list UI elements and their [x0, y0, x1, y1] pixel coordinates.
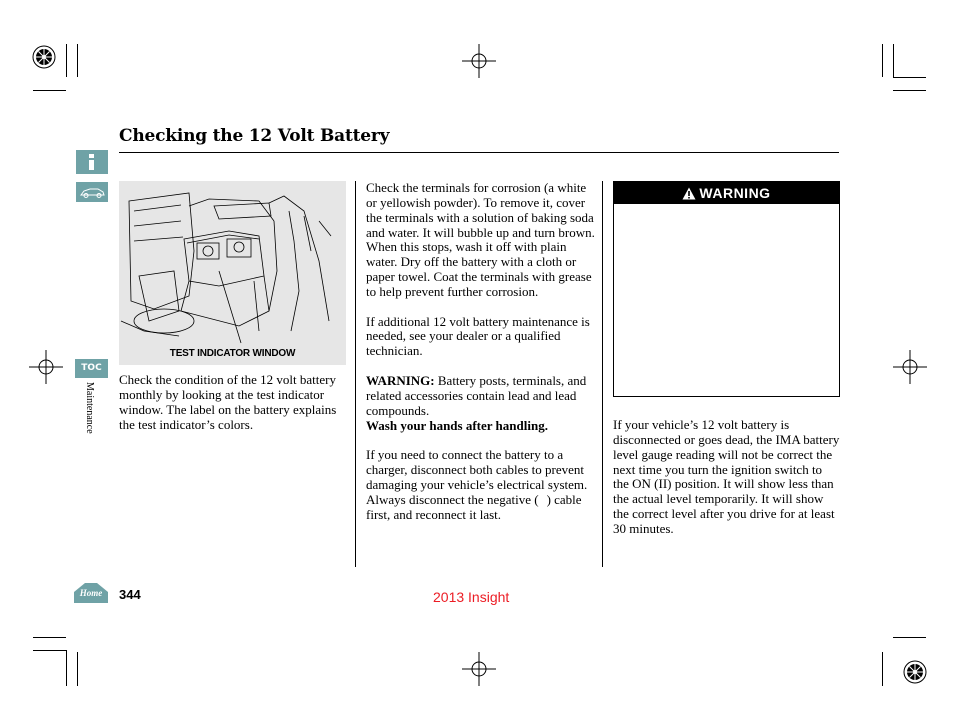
crop-mark — [33, 650, 66, 651]
paragraph: If your vehicle’s 12 volt battery is disconnected or goes dead, the IMA battery level gauge reading will not be correct the next time you turn the ignition switch to the ON (II) position. It will show less than the actual level temporarily. It will show the correct level after you drive for at least 30 minutes. — [613, 417, 840, 536]
paragraph-part: If you need to connect the battery to a charger, disconnect both cables to prevent damaging your vehicle’s electrical system. Always disconnect the negative ( — [366, 447, 588, 507]
paragraph: Check the terminals for corrosion (a white or yellowish powder). To remove it, cover the terminals with a solution of baking soda and water. It will bubble up and turn brown. When this stops, wash it off with plain water. Dry off the battery with a cloth or paper towel. Coat the terminals with grease to help prevent further corrosion. — [366, 180, 595, 299]
warning-box — [613, 181, 840, 397]
warning-paragraph — [366, 374, 598, 433]
paragraph-part: ) cable first, and reconnect it last. — [366, 491, 582, 522]
crop-mark — [33, 637, 66, 638]
crop-mark — [882, 652, 883, 686]
warning-header — [614, 182, 839, 204]
crop-mark — [66, 650, 67, 686]
crop-mark — [893, 44, 894, 77]
column-3 — [613, 418, 840, 552]
home-button[interactable] — [73, 582, 109, 604]
warning-heading: WARNING — [699, 185, 771, 201]
crop-mark — [893, 90, 926, 91]
registration-crosshair-icon — [29, 350, 63, 384]
title-rule — [119, 152, 839, 153]
crop-mark — [77, 44, 78, 77]
car-icon — [76, 182, 108, 202]
warning-triangle-icon — [682, 187, 696, 200]
home-label: Home — [79, 588, 103, 598]
crop-mark — [66, 44, 67, 77]
section-label: Maintenance — [84, 382, 95, 434]
paragraph: If additional 12 volt battery maintenance is needed, see your dealer or a qualified technician. — [366, 313, 590, 359]
battery-illustration — [119, 181, 346, 365]
vehicle-tab-button[interactable] — [76, 182, 108, 202]
paragraph — [366, 448, 598, 522]
warning-label: WARNING: — [366, 372, 435, 388]
registration-crosshair-icon — [462, 652, 496, 686]
page-number: 344 — [119, 587, 141, 602]
crop-mark — [77, 652, 78, 686]
info-tab-button[interactable] — [76, 150, 108, 174]
column-2 — [366, 181, 598, 537]
crop-mark — [882, 44, 883, 77]
info-icon — [76, 150, 108, 174]
registration-crosshair-icon — [893, 350, 927, 384]
crop-mark — [33, 90, 66, 91]
page-title: Checking the 12 Volt Battery — [119, 126, 390, 146]
registration-starburst-icon — [903, 660, 927, 684]
illustration-caption: TEST INDICATOR WINDOW — [169, 348, 296, 359]
warning-emphasis: Wash your hands after handling. — [366, 417, 548, 433]
footer-model: 2013 Insight — [433, 589, 510, 605]
toc-button[interactable]: TOC — [75, 359, 108, 378]
registration-starburst-icon — [32, 45, 56, 69]
engine-bay-drawing — [119, 181, 346, 345]
registration-crosshair-icon — [462, 44, 496, 78]
warning-text: Battery posts, terminals, and related accessories contain lead and lead compounds. — [366, 372, 587, 418]
crop-mark — [893, 77, 926, 78]
crop-mark — [893, 637, 926, 638]
column-divider — [355, 181, 356, 567]
paragraph: Check the condition of the 12 volt battery monthly by looking at the test indicator window. The label on the battery explains the test indicator’s colors. — [119, 372, 337, 432]
column-1 — [119, 373, 339, 447]
column-divider — [602, 181, 603, 567]
